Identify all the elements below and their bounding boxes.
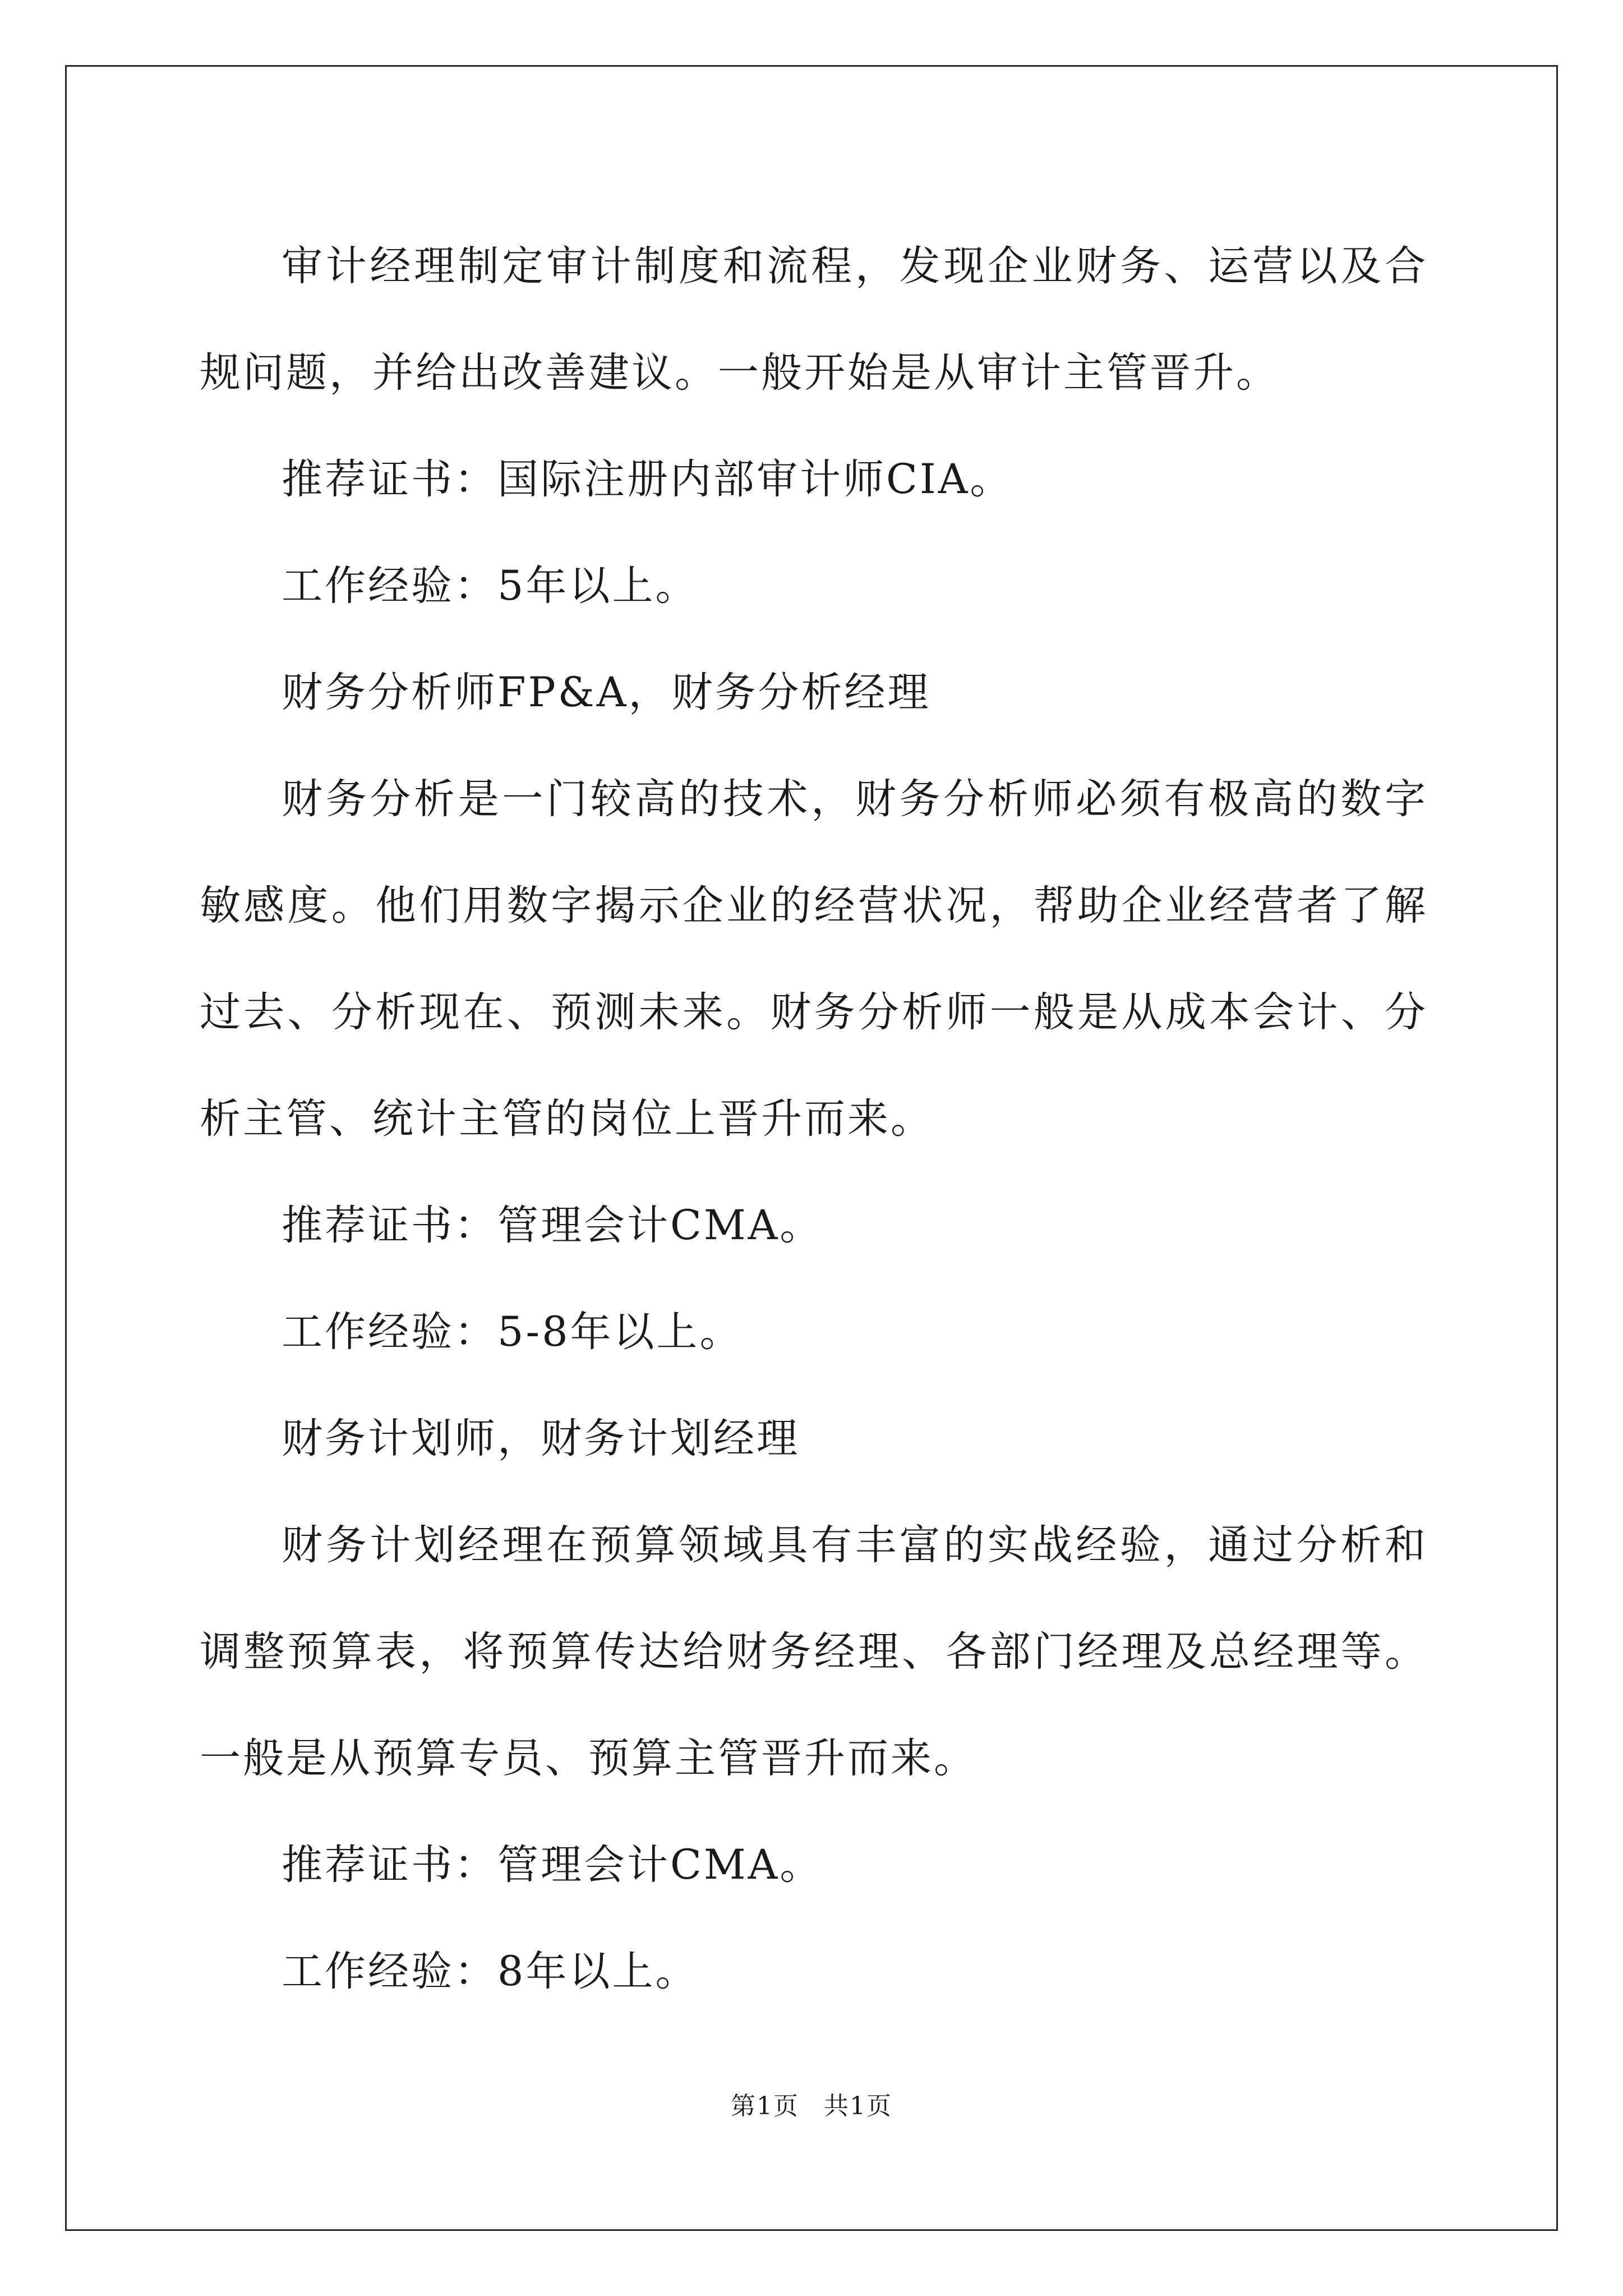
paragraph-financial-analysis: 财务分析是一门较高的技术，财务分析师必须有极高的数字敏感度。他们用数字揭示企业的经营状况，帮助企业经营者了解过去、分析现在、预测未来。财务分析师一般是从成本会计、分析主管、统计主管的岗位上晋升而来。 — [200, 775, 1428, 1143]
paragraph-experience-8: 工作经验：8年以上。 — [282, 1948, 699, 1995]
document-body — [200, 213, 1428, 2025]
paragraph-cert-cma-1: 推荐证书：管理会计CMA。 — [282, 1202, 823, 1249]
paragraph-financial-planning: 财务计划经理在预算领域具有丰富的实战经验，通过分析和调整预算表，将预算传达给财务经理、各部门经理及总经理等。一般是从预算专员、预算主管晋升而来。 — [200, 1521, 1428, 1782]
heading-financial-planner: 财务计划师，财务计划经理 — [282, 1415, 800, 1462]
paragraph-cert-cia: 推荐证书：国际注册内部审计师CIA。 — [282, 455, 1013, 503]
paragraph-audit-manager: 审计经理制定审计制度和流程，发现企业财务、运营以及合规问题，并给出改善建议。一般开始是从审计主管晋升。 — [200, 242, 1428, 397]
paragraph-experience-5-8: 工作经验：5-8年以上。 — [282, 1308, 743, 1356]
page-number-total: 共1页 — [824, 2092, 892, 2120]
paragraph-cert-cma-2: 推荐证书：管理会计CMA。 — [282, 1841, 823, 1889]
heading-financial-analyst: 财务分析师FP&A，财务分析经理 — [282, 669, 931, 716]
page-number-current: 第1页 — [731, 2092, 799, 2120]
paragraph-experience-5: 工作经验：5年以上。 — [282, 562, 699, 610]
page-footer — [0, 2086, 1623, 2122]
